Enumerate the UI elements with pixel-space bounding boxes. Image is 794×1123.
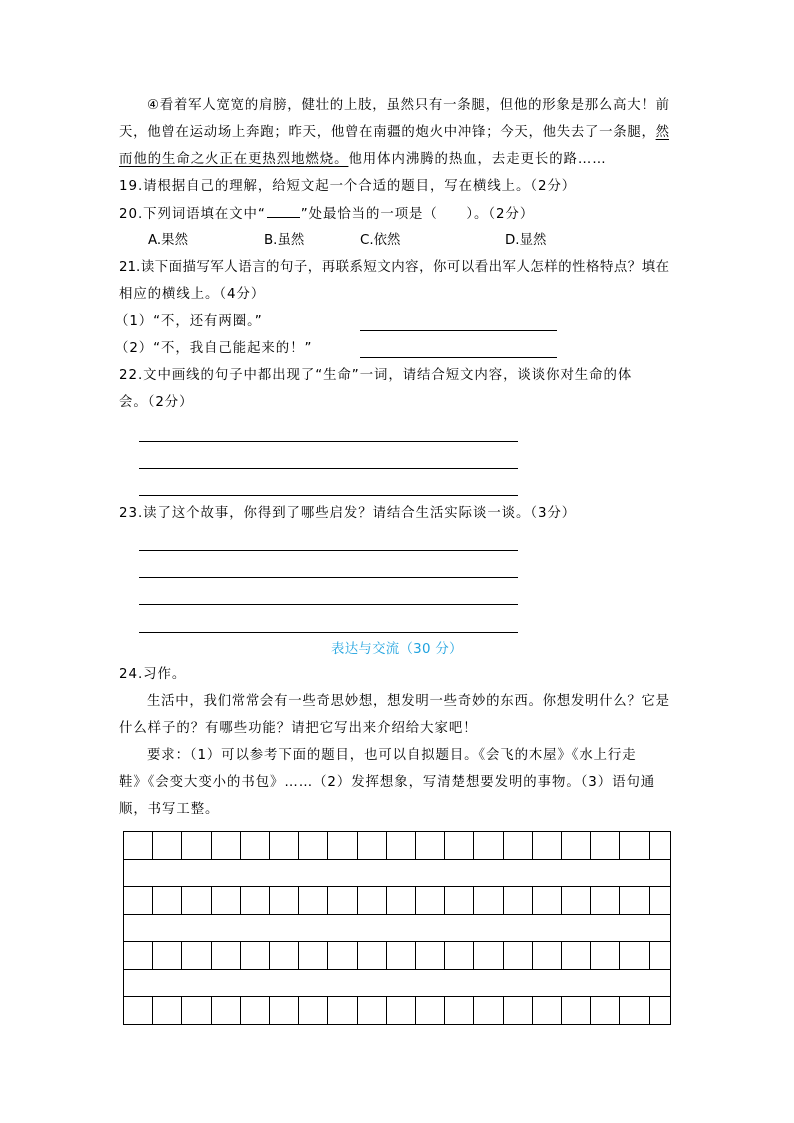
q20-text-end: ”处最恰当的一项是（ ）。（2分） (300, 207, 535, 222)
grid-cell[interactable] (650, 886, 671, 915)
q21-item-2: （2）“不，我自己能起来的！” (115, 341, 313, 356)
grid-cell[interactable] (650, 831, 671, 860)
section-heading: 表达与交流（30 分） (331, 642, 463, 657)
grid-cell[interactable] (533, 831, 562, 860)
grid-cell[interactable] (504, 831, 533, 860)
q21-answer-line-2[interactable] (360, 357, 557, 358)
grid-cell[interactable] (591, 886, 620, 915)
grid-cell[interactable] (445, 941, 474, 970)
grid-cell[interactable] (124, 886, 153, 915)
grid-cell[interactable] (474, 831, 503, 860)
grid-cell[interactable] (212, 941, 241, 970)
grid-cell[interactable] (124, 941, 153, 970)
q21-answer-line-1[interactable] (360, 330, 557, 331)
q24-requirements-line-3: 顺，书写工整。 (119, 802, 220, 817)
grid-cell[interactable] (591, 941, 620, 970)
question-19: 19.请根据自己的理解，给短文起一个合适的题目，写在横线上。（2分） (119, 179, 577, 194)
grid-cell[interactable] (358, 996, 387, 1025)
question-22-line-1: 22.文中画线的句子中都出现了“生命”一词，请结合短文内容，谈谈你对生命的体 (119, 368, 633, 383)
grid-cell[interactable] (212, 886, 241, 915)
grid-spacer-row (123, 969, 671, 998)
grid-cell[interactable] (270, 941, 299, 970)
grid-cell[interactable] (416, 941, 445, 970)
grid-cell[interactable] (358, 941, 387, 970)
grid-cell[interactable] (328, 941, 357, 970)
grid-cell[interactable] (650, 996, 671, 1025)
grid-character-row (123, 831, 671, 860)
grid-cell[interactable] (212, 996, 241, 1025)
grid-cell[interactable] (562, 941, 591, 970)
grid-cell[interactable] (270, 831, 299, 860)
q24-prompt-line-2: 什么样子的？有哪些功能？请把它写出来介绍给大家吧！ (119, 721, 478, 736)
question-21-line-2: 相应的横线上。（4分） (119, 287, 266, 302)
grid-cell[interactable] (562, 996, 591, 1025)
grid-cell[interactable] (620, 831, 649, 860)
grid-cell[interactable] (620, 886, 649, 915)
fill-blank (267, 205, 300, 218)
grid-cell[interactable] (358, 886, 387, 915)
grid-character-row (123, 941, 671, 970)
passage-line-1: ④看着军人宽宽的肩膀，健壮的上肢，虽然只有一条腿，但他的形象是那么高大！前 (147, 98, 669, 113)
underlined-sentence-start: 然 (655, 125, 669, 140)
q24-prompt-line-1: 生活中，我们常常会有一些奇思妙想，想发明一些奇妙的东西。你想发明什么？它是 (147, 694, 669, 709)
q22-answer-line[interactable] (139, 441, 518, 442)
q24-requirements-line-1: 要求：（1）可以参考下面的题目，也可以自拟题目。《会飞的木屋》《水上行走 (147, 748, 637, 763)
passage-line-2 (119, 124, 669, 142)
q21-item-1: （1）“不，还有两圈。” (115, 314, 263, 329)
grid-spacer-row (123, 859, 671, 888)
option-a[interactable]: A.果然 (148, 233, 188, 248)
grid-cell[interactable] (182, 996, 211, 1025)
grid-cell[interactable] (387, 996, 416, 1025)
grid-cell[interactable] (591, 996, 620, 1025)
grid-cell[interactable] (299, 941, 328, 970)
passage-line-2-text: 天，他曾在运动场上奔跑；昨天，他曾在南疆的炮火中冲锋；今天，他失去了一条腿， (119, 125, 656, 140)
grid-cell[interactable] (182, 886, 211, 915)
grid-cell[interactable] (445, 831, 474, 860)
grid-cell[interactable] (328, 886, 357, 915)
q22-answer-line[interactable] (139, 495, 518, 496)
grid-cell[interactable] (270, 996, 299, 1025)
grid-cell[interactable] (153, 996, 182, 1025)
grid-cell[interactable] (562, 886, 591, 915)
grid-cell[interactable] (504, 886, 533, 915)
grid-cell[interactable] (387, 886, 416, 915)
grid-cell[interactable] (591, 831, 620, 860)
grid-cell[interactable] (124, 831, 153, 860)
grid-cell[interactable] (153, 941, 182, 970)
question-21-line-1: 21.读下面描写军人语言的句子，再联系短文内容，你可以看出军人怎样的性格特点？填在 (119, 260, 669, 275)
grid-cell[interactable] (504, 996, 533, 1025)
grid-cell[interactable] (153, 886, 182, 915)
q23-answer-line[interactable] (139, 632, 518, 633)
q23-answer-line[interactable] (139, 550, 518, 551)
grid-cell[interactable] (387, 941, 416, 970)
grid-cell[interactable] (299, 886, 328, 915)
grid-cell[interactable] (416, 886, 445, 915)
grid-cell[interactable] (445, 996, 474, 1025)
q23-answer-line[interactable] (139, 577, 518, 578)
grid-spacer-row (123, 914, 671, 943)
grid-cell[interactable] (474, 941, 503, 970)
grid-cell[interactable] (474, 886, 503, 915)
grid-cell[interactable] (124, 996, 153, 1025)
option-c[interactable]: C.依然 (360, 233, 401, 248)
grid-cell[interactable] (620, 941, 649, 970)
grid-cell[interactable] (328, 996, 357, 1025)
grid-character-row (123, 996, 671, 1025)
grid-cell[interactable] (153, 831, 182, 860)
grid-character-row (123, 886, 671, 915)
grid-cell[interactable] (562, 831, 591, 860)
question-23: 23.读了这个故事，你得到了哪些启发？请结合生活实际谈一谈。（3分） (119, 506, 577, 521)
grid-cell[interactable] (182, 941, 211, 970)
grid-cell[interactable] (445, 886, 474, 915)
question-20 (119, 205, 534, 224)
grid-cell[interactable] (241, 886, 270, 915)
passage-line-3-rest: 他用体内沸腾的热血，去走更长的路…… (348, 152, 607, 167)
option-b[interactable]: B.虽然 (264, 233, 305, 248)
grid-cell[interactable] (416, 996, 445, 1025)
grid-cell[interactable] (241, 831, 270, 860)
option-d[interactable]: D.显然 (505, 233, 547, 248)
grid-cell[interactable] (416, 831, 445, 860)
q20-text-start: 20.下列词语填在文中“ (119, 207, 266, 222)
grid-cell[interactable] (504, 941, 533, 970)
grid-cell[interactable] (212, 831, 241, 860)
grid-cell[interactable] (620, 996, 649, 1025)
grid-cell[interactable] (299, 831, 328, 860)
q24-requirements-line-2: 鞋》《会变大变小的书包》……（2）发挥想象，写清楚想要发明的事物。（3）语句通 (119, 775, 656, 790)
grid-cell[interactable] (241, 996, 270, 1025)
grid-cell[interactable] (533, 996, 562, 1025)
grid-cell[interactable] (533, 941, 562, 970)
writing-grid (123, 831, 671, 1024)
grid-cell[interactable] (387, 831, 416, 860)
grid-cell[interactable] (299, 996, 328, 1025)
q23-answer-line[interactable] (139, 604, 518, 605)
grid-cell[interactable] (474, 996, 503, 1025)
question-22-line-2: 会。（2分） (119, 395, 194, 410)
question-24-title: 24.习作。 (119, 667, 187, 682)
grid-cell[interactable] (182, 831, 211, 860)
grid-cell[interactable] (241, 941, 270, 970)
passage-line-3 (119, 151, 607, 169)
grid-cell[interactable] (650, 941, 671, 970)
underlined-sentence: 而他的生命之火正在更热烈地燃烧。 (119, 152, 349, 167)
q22-answer-line[interactable] (139, 468, 518, 469)
grid-cell[interactable] (270, 886, 299, 915)
grid-cell[interactable] (328, 831, 357, 860)
grid-cell[interactable] (533, 886, 562, 915)
grid-cell[interactable] (358, 831, 387, 860)
